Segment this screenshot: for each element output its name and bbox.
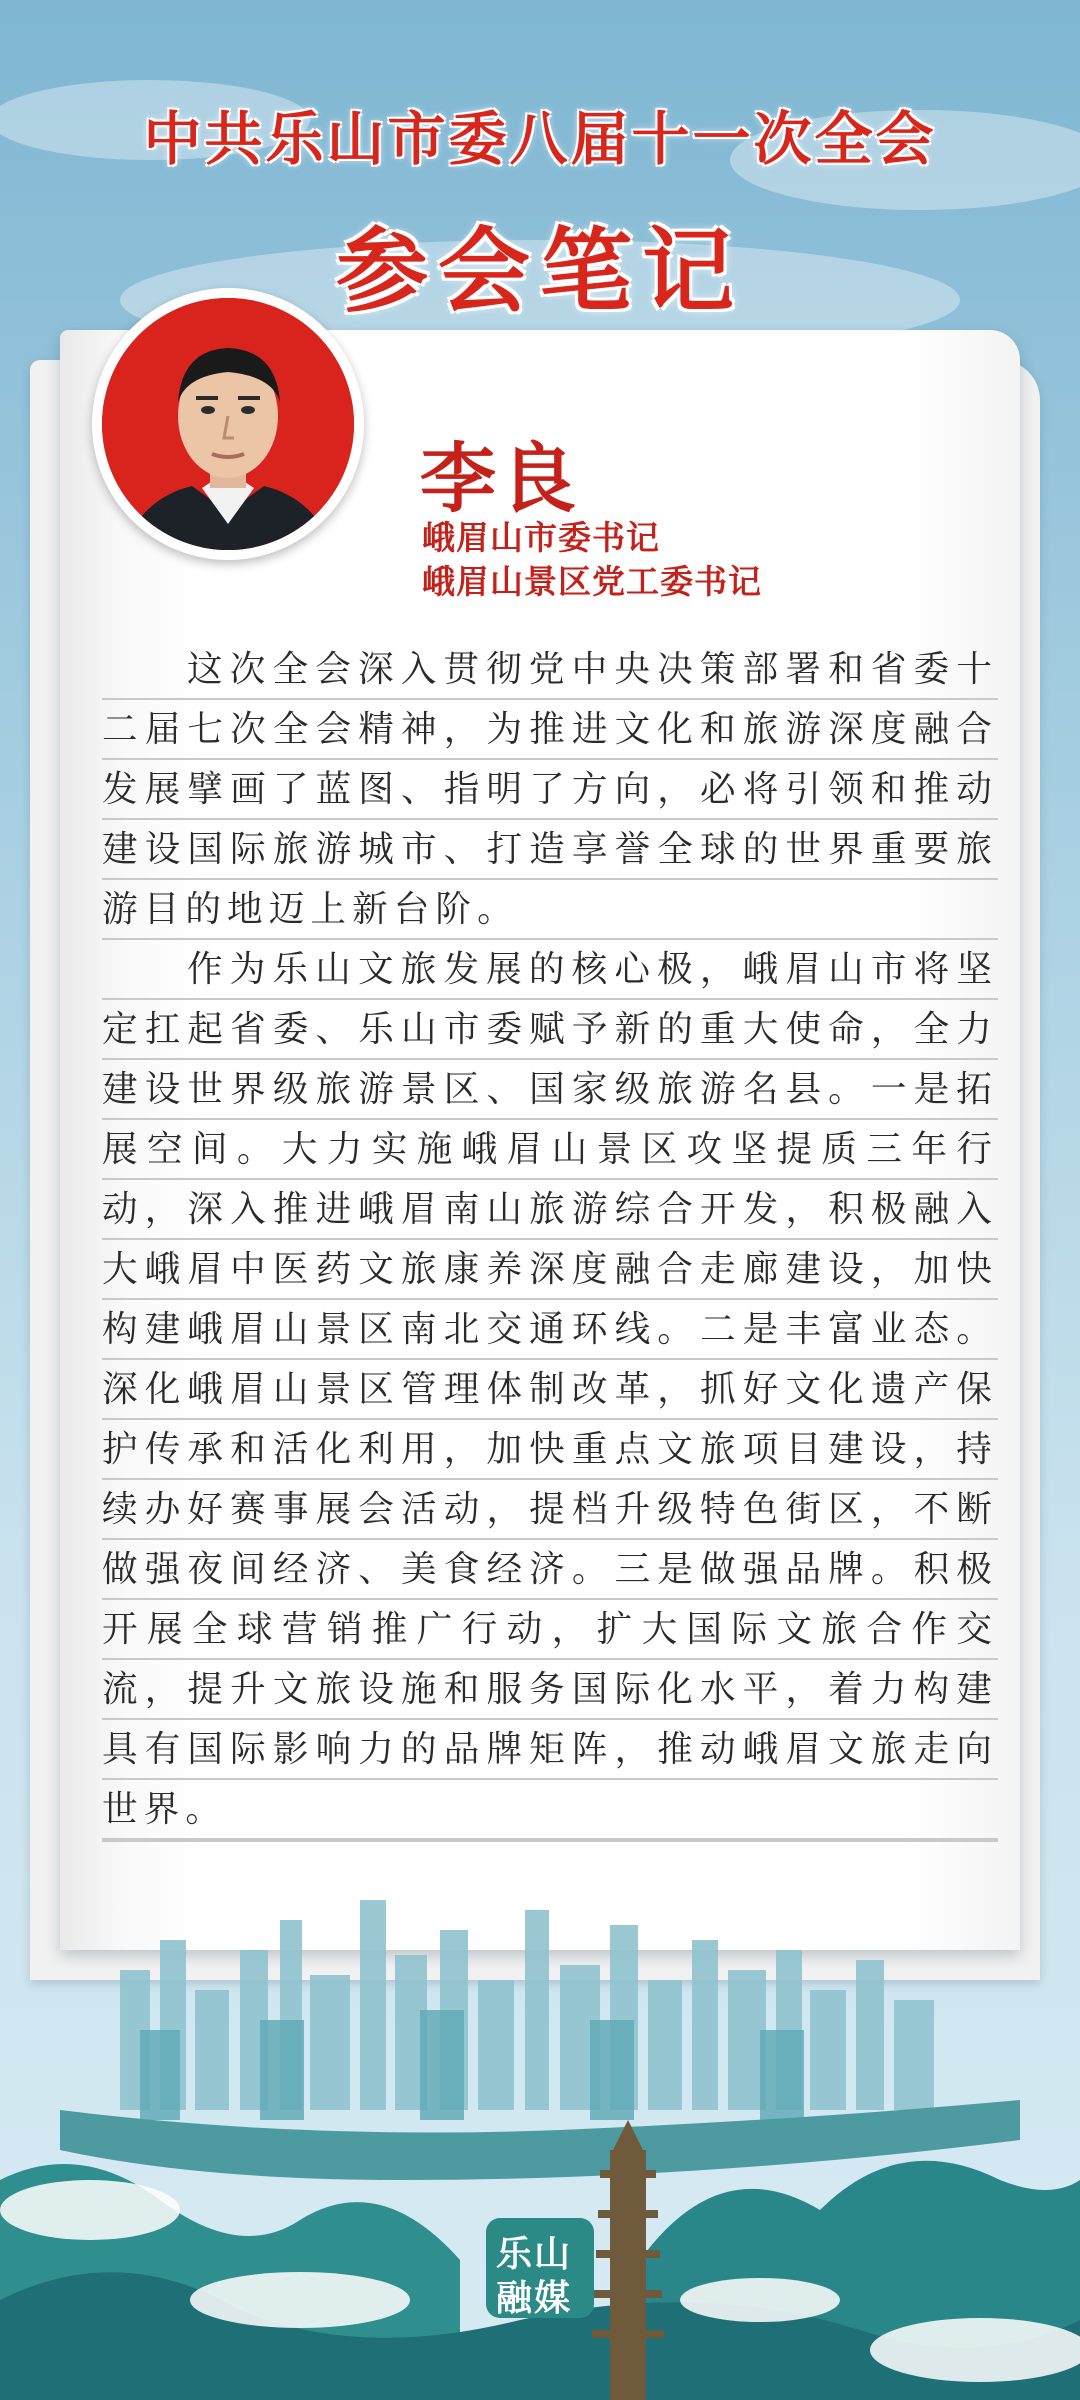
person-title-1: 峨眉山市委书记 [422,518,660,557]
logo-text-line-1: 乐山 [496,2234,573,2275]
city-skyline-illustration [0,1880,1080,2400]
portrait-photo [102,298,354,550]
article-paragraph-2: 作为乐山文旅发展的核心极，峨眉山市将坚定扛起省委、乐山市委赋予新的重大使命，全力建设世界级旅游景区、国家级旅游名县。一是拓展空间。大力实施峨眉山景区攻坚提质三年行动，深入推进峨眉南山旅游综合开发，积极融入大峨眉中医药文旅康养深度融合走廊建设，加快构建峨眉山景区南北交通环线。二是丰富业态。深化峨眉山景区管理体制改革，抓好文化遗产保护传承和活化利用，加快重点文旅项目建设，持续办好赛事展会活动，提档升级特色街区，不断做强夜间经济、美食经济。三是做强品牌。积极开展全球营销推广行动，扩大国际文旅合作交流，提升文旅设施和服务国际化水平，着力构建具有国际影响力的品牌矩阵，推动峨眉文旅走向世界。 [102,940,998,1840]
header-subtitle: 参会笔记 [335,218,744,325]
portrait-illustration [102,298,354,550]
header-title: 中共乐山市委八届十一次全会 [143,105,937,173]
avatar [92,288,364,560]
logo-text-line-2: 融媒 [496,2278,573,2319]
media-logo [486,2218,594,2318]
person-name: 李良 [420,434,580,523]
article-body [102,640,998,1842]
article-end-rule [102,1840,998,1842]
article-paragraph-1: 这次全会深入贯彻党中央决策部署和省委十二届七次全会精神，为推进文化和旅游深度融合发展擘画了蓝图、指明了方向，必将引领和推动建设国际旅游城市、打造享誉全球的世界重要旅游目的地迈上新台阶。 [102,640,998,940]
person-title-2: 峨眉山景区党工委书记 [422,562,762,601]
